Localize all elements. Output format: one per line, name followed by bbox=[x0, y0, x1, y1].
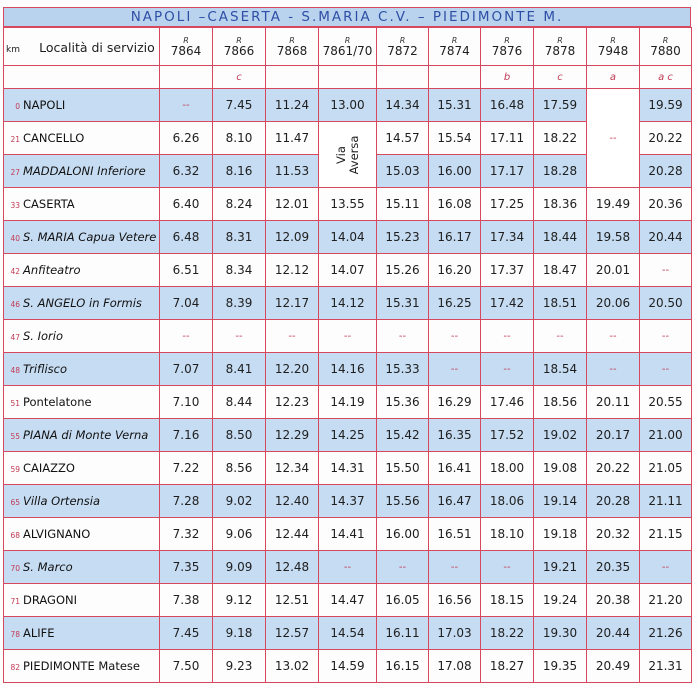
time-cell: 8.10 bbox=[213, 122, 266, 155]
time-cell: 21.05 bbox=[640, 452, 692, 485]
train-category-mark: R bbox=[451, 35, 458, 45]
station-cell bbox=[4, 89, 160, 122]
train-category-mark: R bbox=[289, 35, 295, 45]
station-cell bbox=[4, 386, 160, 419]
station-cell bbox=[4, 353, 160, 386]
time-cell: 8.39 bbox=[213, 287, 266, 320]
time-cell: 18.06 bbox=[481, 485, 534, 518]
time-cell: 17.03 bbox=[429, 617, 481, 650]
timetable-grid bbox=[3, 27, 692, 683]
station-name: ALIFE bbox=[23, 626, 55, 640]
time-cell: 20.22 bbox=[587, 452, 640, 485]
header-row bbox=[4, 28, 692, 66]
train-number: 7861/70 bbox=[322, 43, 373, 58]
time-cell: 21.26 bbox=[640, 617, 692, 650]
train-number: 7864 bbox=[170, 43, 202, 58]
time-cell: 7.45 bbox=[213, 89, 266, 122]
train-number: 7876 bbox=[491, 43, 523, 58]
time-cell: 9.18 bbox=[213, 617, 266, 650]
location-header bbox=[4, 28, 160, 66]
time-cell: 18.15 bbox=[481, 584, 534, 617]
time-cell: 20.28 bbox=[587, 485, 640, 518]
station-cell bbox=[4, 551, 160, 584]
time-cell: 18.22 bbox=[534, 122, 587, 155]
time-cell: 12.57 bbox=[266, 617, 319, 650]
station-name: ALVIGNANO bbox=[23, 527, 91, 541]
time-cell: 8.24 bbox=[213, 188, 266, 221]
time-cell: 12.29 bbox=[266, 419, 319, 452]
station-km: 33 bbox=[10, 201, 20, 210]
time-cell: 15.31 bbox=[377, 287, 429, 320]
time-cell: -- bbox=[319, 551, 377, 584]
time-cell: 19.59 bbox=[640, 89, 692, 122]
time-cell: 8.41 bbox=[213, 353, 266, 386]
time-cell: 18.00 bbox=[481, 452, 534, 485]
time-cell: 7.38 bbox=[160, 584, 213, 617]
time-cell: 8.16 bbox=[213, 155, 266, 188]
time-cell: -- bbox=[587, 320, 640, 353]
time-cell: 15.56 bbox=[377, 485, 429, 518]
station-km: 70 bbox=[10, 564, 20, 573]
via-aversa-label: Via Aversa bbox=[333, 135, 361, 174]
station-row bbox=[4, 584, 692, 617]
time-cell: -- bbox=[429, 551, 481, 584]
km-header: km bbox=[6, 45, 20, 55]
station-cell bbox=[4, 221, 160, 254]
station-row bbox=[4, 551, 692, 584]
station-row bbox=[4, 353, 692, 386]
station-name: S. Marco bbox=[23, 560, 73, 574]
station-km: 65 bbox=[10, 498, 20, 507]
train-number: 7868 bbox=[276, 43, 308, 58]
time-cell: 12.01 bbox=[266, 188, 319, 221]
time-cell: -- bbox=[640, 353, 692, 386]
station-km: 71 bbox=[10, 597, 20, 606]
station-row bbox=[4, 188, 692, 221]
train-note bbox=[266, 66, 319, 89]
time-cell: 18.22 bbox=[481, 617, 534, 650]
time-cell: 7.10 bbox=[160, 386, 213, 419]
time-cell: 18.27 bbox=[481, 650, 534, 683]
time-cell: 20.44 bbox=[640, 221, 692, 254]
train-header bbox=[640, 28, 692, 66]
station-name: MADDALONI Inferiore bbox=[23, 164, 146, 178]
time-cell: -- bbox=[481, 551, 534, 584]
time-cell: 9.02 bbox=[213, 485, 266, 518]
time-cell: 20.28 bbox=[640, 155, 692, 188]
station-km: 42 bbox=[10, 267, 20, 276]
station-km: 51 bbox=[10, 399, 20, 408]
station-cell bbox=[4, 254, 160, 287]
time-cell: -- bbox=[377, 551, 429, 584]
time-cell: 14.34 bbox=[377, 89, 429, 122]
time-cell: 8.44 bbox=[213, 386, 266, 419]
time-cell: 9.09 bbox=[213, 551, 266, 584]
station-name: DRAGONI bbox=[23, 593, 78, 607]
time-cell: 12.34 bbox=[266, 452, 319, 485]
time-cell: -- bbox=[640, 551, 692, 584]
time-cell: 21.11 bbox=[640, 485, 692, 518]
station-km: 82 bbox=[10, 663, 20, 672]
station-name: PIANA di Monte Verna bbox=[23, 428, 149, 442]
time-cell: 18.10 bbox=[481, 518, 534, 551]
station-name: CANCELLO bbox=[23, 131, 85, 145]
train-header bbox=[481, 28, 534, 66]
time-cell: -- bbox=[266, 320, 319, 353]
time-cell: 17.08 bbox=[429, 650, 481, 683]
time-cell: 7.07 bbox=[160, 353, 213, 386]
time-cell: 16.08 bbox=[429, 188, 481, 221]
station-cell bbox=[4, 287, 160, 320]
time-cell: 12.09 bbox=[266, 221, 319, 254]
time-cell: 16.15 bbox=[377, 650, 429, 683]
station-cell bbox=[4, 584, 160, 617]
time-cell: -- bbox=[213, 320, 266, 353]
train-note: c bbox=[213, 66, 266, 89]
time-cell: 18.54 bbox=[534, 353, 587, 386]
time-cell: 8.31 bbox=[213, 221, 266, 254]
time-cell: 15.54 bbox=[429, 122, 481, 155]
train-note bbox=[429, 66, 481, 89]
station-row bbox=[4, 221, 692, 254]
time-cell: 20.32 bbox=[587, 518, 640, 551]
time-cell: 12.17 bbox=[266, 287, 319, 320]
station-name: CAIAZZO bbox=[23, 461, 75, 475]
train-note bbox=[160, 66, 213, 89]
station-km: 40 bbox=[10, 234, 20, 243]
station-row bbox=[4, 320, 692, 353]
station-cell bbox=[4, 188, 160, 221]
time-cell: 16.00 bbox=[429, 155, 481, 188]
time-cell: 20.22 bbox=[640, 122, 692, 155]
station-name: S. Iorio bbox=[23, 329, 63, 343]
time-cell: 21.20 bbox=[640, 584, 692, 617]
train-header bbox=[213, 28, 266, 66]
time-cell: 16.41 bbox=[429, 452, 481, 485]
train-category-mark: R bbox=[610, 35, 616, 45]
time-cell: 9.12 bbox=[213, 584, 266, 617]
time-cell: 20.17 bbox=[587, 419, 640, 452]
time-cell: 21.15 bbox=[640, 518, 692, 551]
station-name: CASERTA bbox=[23, 197, 75, 211]
station-name: S. MARIA Capua Vetere bbox=[23, 230, 157, 244]
time-cell: 13.55 bbox=[319, 188, 377, 221]
time-cell: 14.54 bbox=[319, 617, 377, 650]
station-name: PIEDIMONTE Matese bbox=[23, 659, 140, 673]
station-name: Villa Ortensia bbox=[23, 494, 101, 508]
train-header bbox=[587, 28, 640, 66]
time-cell: 19.24 bbox=[534, 584, 587, 617]
station-km: 46 bbox=[10, 300, 20, 309]
time-cell: 15.26 bbox=[377, 254, 429, 287]
time-cell: 17.46 bbox=[481, 386, 534, 419]
time-cell: 9.06 bbox=[213, 518, 266, 551]
time-cell: 15.50 bbox=[377, 452, 429, 485]
time-cell: 17.34 bbox=[481, 221, 534, 254]
station-km: 27 bbox=[10, 168, 20, 177]
time-cell: 8.56 bbox=[213, 452, 266, 485]
time-cell: 16.00 bbox=[377, 518, 429, 551]
time-cell: 19.08 bbox=[534, 452, 587, 485]
time-cell: 16.20 bbox=[429, 254, 481, 287]
time-cell: 21.00 bbox=[640, 419, 692, 452]
time-cell: 18.44 bbox=[534, 221, 587, 254]
station-name: Pontelatone bbox=[23, 395, 92, 409]
time-cell: 20.44 bbox=[587, 617, 640, 650]
time-cell: 7.50 bbox=[160, 650, 213, 683]
time-cell-merged: -- bbox=[587, 89, 640, 188]
train-category-mark: R bbox=[344, 35, 351, 45]
time-cell: 14.41 bbox=[319, 518, 377, 551]
time-cell: 16.11 bbox=[377, 617, 429, 650]
time-cell: 14.04 bbox=[319, 221, 377, 254]
station-km: 21 bbox=[10, 135, 20, 144]
train-header bbox=[266, 28, 319, 66]
time-cell: -- bbox=[534, 320, 587, 353]
station-cell bbox=[4, 452, 160, 485]
station-row bbox=[4, 386, 692, 419]
station-name: NAPOLI bbox=[23, 98, 66, 112]
time-cell: 14.31 bbox=[319, 452, 377, 485]
time-cell: 18.51 bbox=[534, 287, 587, 320]
time-cell: 18.36 bbox=[534, 188, 587, 221]
station-row bbox=[4, 650, 692, 683]
time-cell: 20.50 bbox=[640, 287, 692, 320]
time-cell: 20.06 bbox=[587, 287, 640, 320]
time-cell: 19.02 bbox=[534, 419, 587, 452]
station-km: 48 bbox=[10, 366, 20, 375]
train-header bbox=[319, 28, 377, 66]
train-number: 7866 bbox=[223, 43, 255, 58]
time-cell: 14.57 bbox=[377, 122, 429, 155]
time-cell: 7.35 bbox=[160, 551, 213, 584]
time-cell: -- bbox=[160, 89, 213, 122]
time-cell: 15.23 bbox=[377, 221, 429, 254]
location-header-label: Località di servizio bbox=[39, 40, 155, 55]
time-cell: -- bbox=[640, 254, 692, 287]
train-category-mark: R bbox=[557, 35, 563, 45]
time-cell: 11.53 bbox=[266, 155, 319, 188]
time-cell: 13.00 bbox=[319, 89, 377, 122]
time-cell: -- bbox=[481, 320, 534, 353]
station-cell bbox=[4, 518, 160, 551]
station-name: Triflisco bbox=[23, 362, 68, 376]
time-cell: 14.47 bbox=[319, 584, 377, 617]
time-cell: 8.34 bbox=[213, 254, 266, 287]
time-cell: 20.01 bbox=[587, 254, 640, 287]
time-cell: 16.47 bbox=[429, 485, 481, 518]
time-cell: 17.52 bbox=[481, 419, 534, 452]
time-cell: 17.17 bbox=[481, 155, 534, 188]
train-note: b bbox=[481, 66, 534, 89]
time-cell: -- bbox=[429, 353, 481, 386]
station-cell bbox=[4, 617, 160, 650]
time-cell: 9.23 bbox=[213, 650, 266, 683]
time-cell: 7.32 bbox=[160, 518, 213, 551]
time-cell: -- bbox=[640, 320, 692, 353]
time-cell: 12.51 bbox=[266, 584, 319, 617]
train-header bbox=[160, 28, 213, 66]
time-cell: 14.25 bbox=[319, 419, 377, 452]
time-cell: 6.51 bbox=[160, 254, 213, 287]
time-cell: 13.02 bbox=[266, 650, 319, 683]
time-cell: 12.23 bbox=[266, 386, 319, 419]
train-note: c bbox=[534, 66, 587, 89]
time-cell: 11.24 bbox=[266, 89, 319, 122]
time-cell: 20.35 bbox=[587, 551, 640, 584]
timetable-title: NAPOLI –CASERTA - S.MARIA C.V. – PIEDIMONTE M. bbox=[3, 7, 691, 27]
station-cell bbox=[4, 650, 160, 683]
time-cell: -- bbox=[429, 320, 481, 353]
train-number: 7878 bbox=[544, 43, 576, 58]
time-cell: 16.48 bbox=[481, 89, 534, 122]
time-cell: 16.05 bbox=[377, 584, 429, 617]
station-cell bbox=[4, 122, 160, 155]
time-cell: 19.18 bbox=[534, 518, 587, 551]
time-cell: 14.12 bbox=[319, 287, 377, 320]
note-row bbox=[4, 66, 692, 89]
time-cell: 20.49 bbox=[587, 650, 640, 683]
time-cell: -- bbox=[587, 353, 640, 386]
time-cell: 17.25 bbox=[481, 188, 534, 221]
time-cell: 12.48 bbox=[266, 551, 319, 584]
time-cell: 19.49 bbox=[587, 188, 640, 221]
time-cell: 6.48 bbox=[160, 221, 213, 254]
time-cell: 20.55 bbox=[640, 386, 692, 419]
time-cell: 15.33 bbox=[377, 353, 429, 386]
time-cell: 15.36 bbox=[377, 386, 429, 419]
station-name: Anfiteatro bbox=[23, 263, 81, 277]
time-cell: 19.30 bbox=[534, 617, 587, 650]
time-cell: 15.11 bbox=[377, 188, 429, 221]
time-cell: 16.56 bbox=[429, 584, 481, 617]
time-cell: 17.11 bbox=[481, 122, 534, 155]
time-cell: 7.28 bbox=[160, 485, 213, 518]
time-cell: 14.16 bbox=[319, 353, 377, 386]
time-cell: 20.38 bbox=[587, 584, 640, 617]
note-row-spacer bbox=[4, 66, 160, 89]
time-cell: 16.17 bbox=[429, 221, 481, 254]
time-cell: -- bbox=[319, 320, 377, 353]
station-row bbox=[4, 287, 692, 320]
station-row bbox=[4, 89, 692, 122]
time-cell: 12.44 bbox=[266, 518, 319, 551]
time-cell: 18.56 bbox=[534, 386, 587, 419]
station-cell bbox=[4, 155, 160, 188]
time-cell: 16.35 bbox=[429, 419, 481, 452]
train-note: a bbox=[587, 66, 640, 89]
time-cell: 18.28 bbox=[534, 155, 587, 188]
train-category-mark: R bbox=[236, 35, 242, 45]
train-number: 7874 bbox=[439, 43, 470, 58]
station-row bbox=[4, 485, 692, 518]
timetable-body bbox=[4, 89, 692, 683]
time-cell: 21.31 bbox=[640, 650, 692, 683]
time-cell: 16.29 bbox=[429, 386, 481, 419]
train-category-mark: R bbox=[399, 35, 406, 45]
time-cell: 14.07 bbox=[319, 254, 377, 287]
time-cell: 15.42 bbox=[377, 419, 429, 452]
time-cell: 19.21 bbox=[534, 551, 587, 584]
station-cell bbox=[4, 485, 160, 518]
train-category-mark: R bbox=[662, 35, 669, 45]
station-km: 68 bbox=[10, 531, 20, 540]
train-category-mark: R bbox=[504, 35, 510, 45]
time-cell: 7.16 bbox=[160, 419, 213, 452]
time-cell: 12.12 bbox=[266, 254, 319, 287]
station-cell bbox=[4, 419, 160, 452]
time-cell: 12.40 bbox=[266, 485, 319, 518]
time-cell: 19.35 bbox=[534, 650, 587, 683]
train-header bbox=[534, 28, 587, 66]
time-cell: 14.37 bbox=[319, 485, 377, 518]
time-cell: 6.32 bbox=[160, 155, 213, 188]
time-cell: 11.47 bbox=[266, 122, 319, 155]
time-cell: -- bbox=[377, 320, 429, 353]
time-cell: 12.20 bbox=[266, 353, 319, 386]
time-cell: 20.36 bbox=[640, 188, 692, 221]
station-km: 47 bbox=[10, 333, 20, 342]
train-number: 7948 bbox=[597, 43, 629, 58]
time-cell: 16.51 bbox=[429, 518, 481, 551]
train-number: 7872 bbox=[387, 43, 418, 58]
station-km: 0 bbox=[15, 102, 20, 111]
time-cell: 15.03 bbox=[377, 155, 429, 188]
time-cell: -- bbox=[481, 353, 534, 386]
time-cell: -- bbox=[160, 320, 213, 353]
train-note: a c bbox=[640, 66, 692, 89]
time-cell: 19.14 bbox=[534, 485, 587, 518]
time-cell: 19.58 bbox=[587, 221, 640, 254]
time-cell: 18.47 bbox=[534, 254, 587, 287]
via-aversa-note bbox=[319, 122, 377, 188]
station-name: S. ANGELO in Formis bbox=[23, 296, 142, 310]
time-cell: 17.37 bbox=[481, 254, 534, 287]
train-note bbox=[319, 66, 377, 89]
train-number: 7880 bbox=[650, 43, 681, 58]
station-row bbox=[4, 452, 692, 485]
time-cell: 8.50 bbox=[213, 419, 266, 452]
time-cell: 17.59 bbox=[534, 89, 587, 122]
station-row bbox=[4, 254, 692, 287]
station-km: 78 bbox=[10, 630, 20, 639]
train-header bbox=[377, 28, 429, 66]
train-note bbox=[377, 66, 429, 89]
train-header bbox=[429, 28, 481, 66]
time-cell: 7.04 bbox=[160, 287, 213, 320]
time-cell: 7.22 bbox=[160, 452, 213, 485]
train-category-mark: R bbox=[183, 35, 189, 45]
time-cell: 17.42 bbox=[481, 287, 534, 320]
station-km: 55 bbox=[10, 432, 20, 441]
time-cell: 6.40 bbox=[160, 188, 213, 221]
time-cell: 16.25 bbox=[429, 287, 481, 320]
time-cell: 14.59 bbox=[319, 650, 377, 683]
time-cell: 20.11 bbox=[587, 386, 640, 419]
time-cell: 15.31 bbox=[429, 89, 481, 122]
station-cell bbox=[4, 320, 160, 353]
station-row bbox=[4, 518, 692, 551]
time-cell: 14.19 bbox=[319, 386, 377, 419]
station-km: 59 bbox=[10, 465, 20, 474]
station-row bbox=[4, 617, 692, 650]
station-row bbox=[4, 419, 692, 452]
time-cell: 6.26 bbox=[160, 122, 213, 155]
time-cell: 7.45 bbox=[160, 617, 213, 650]
